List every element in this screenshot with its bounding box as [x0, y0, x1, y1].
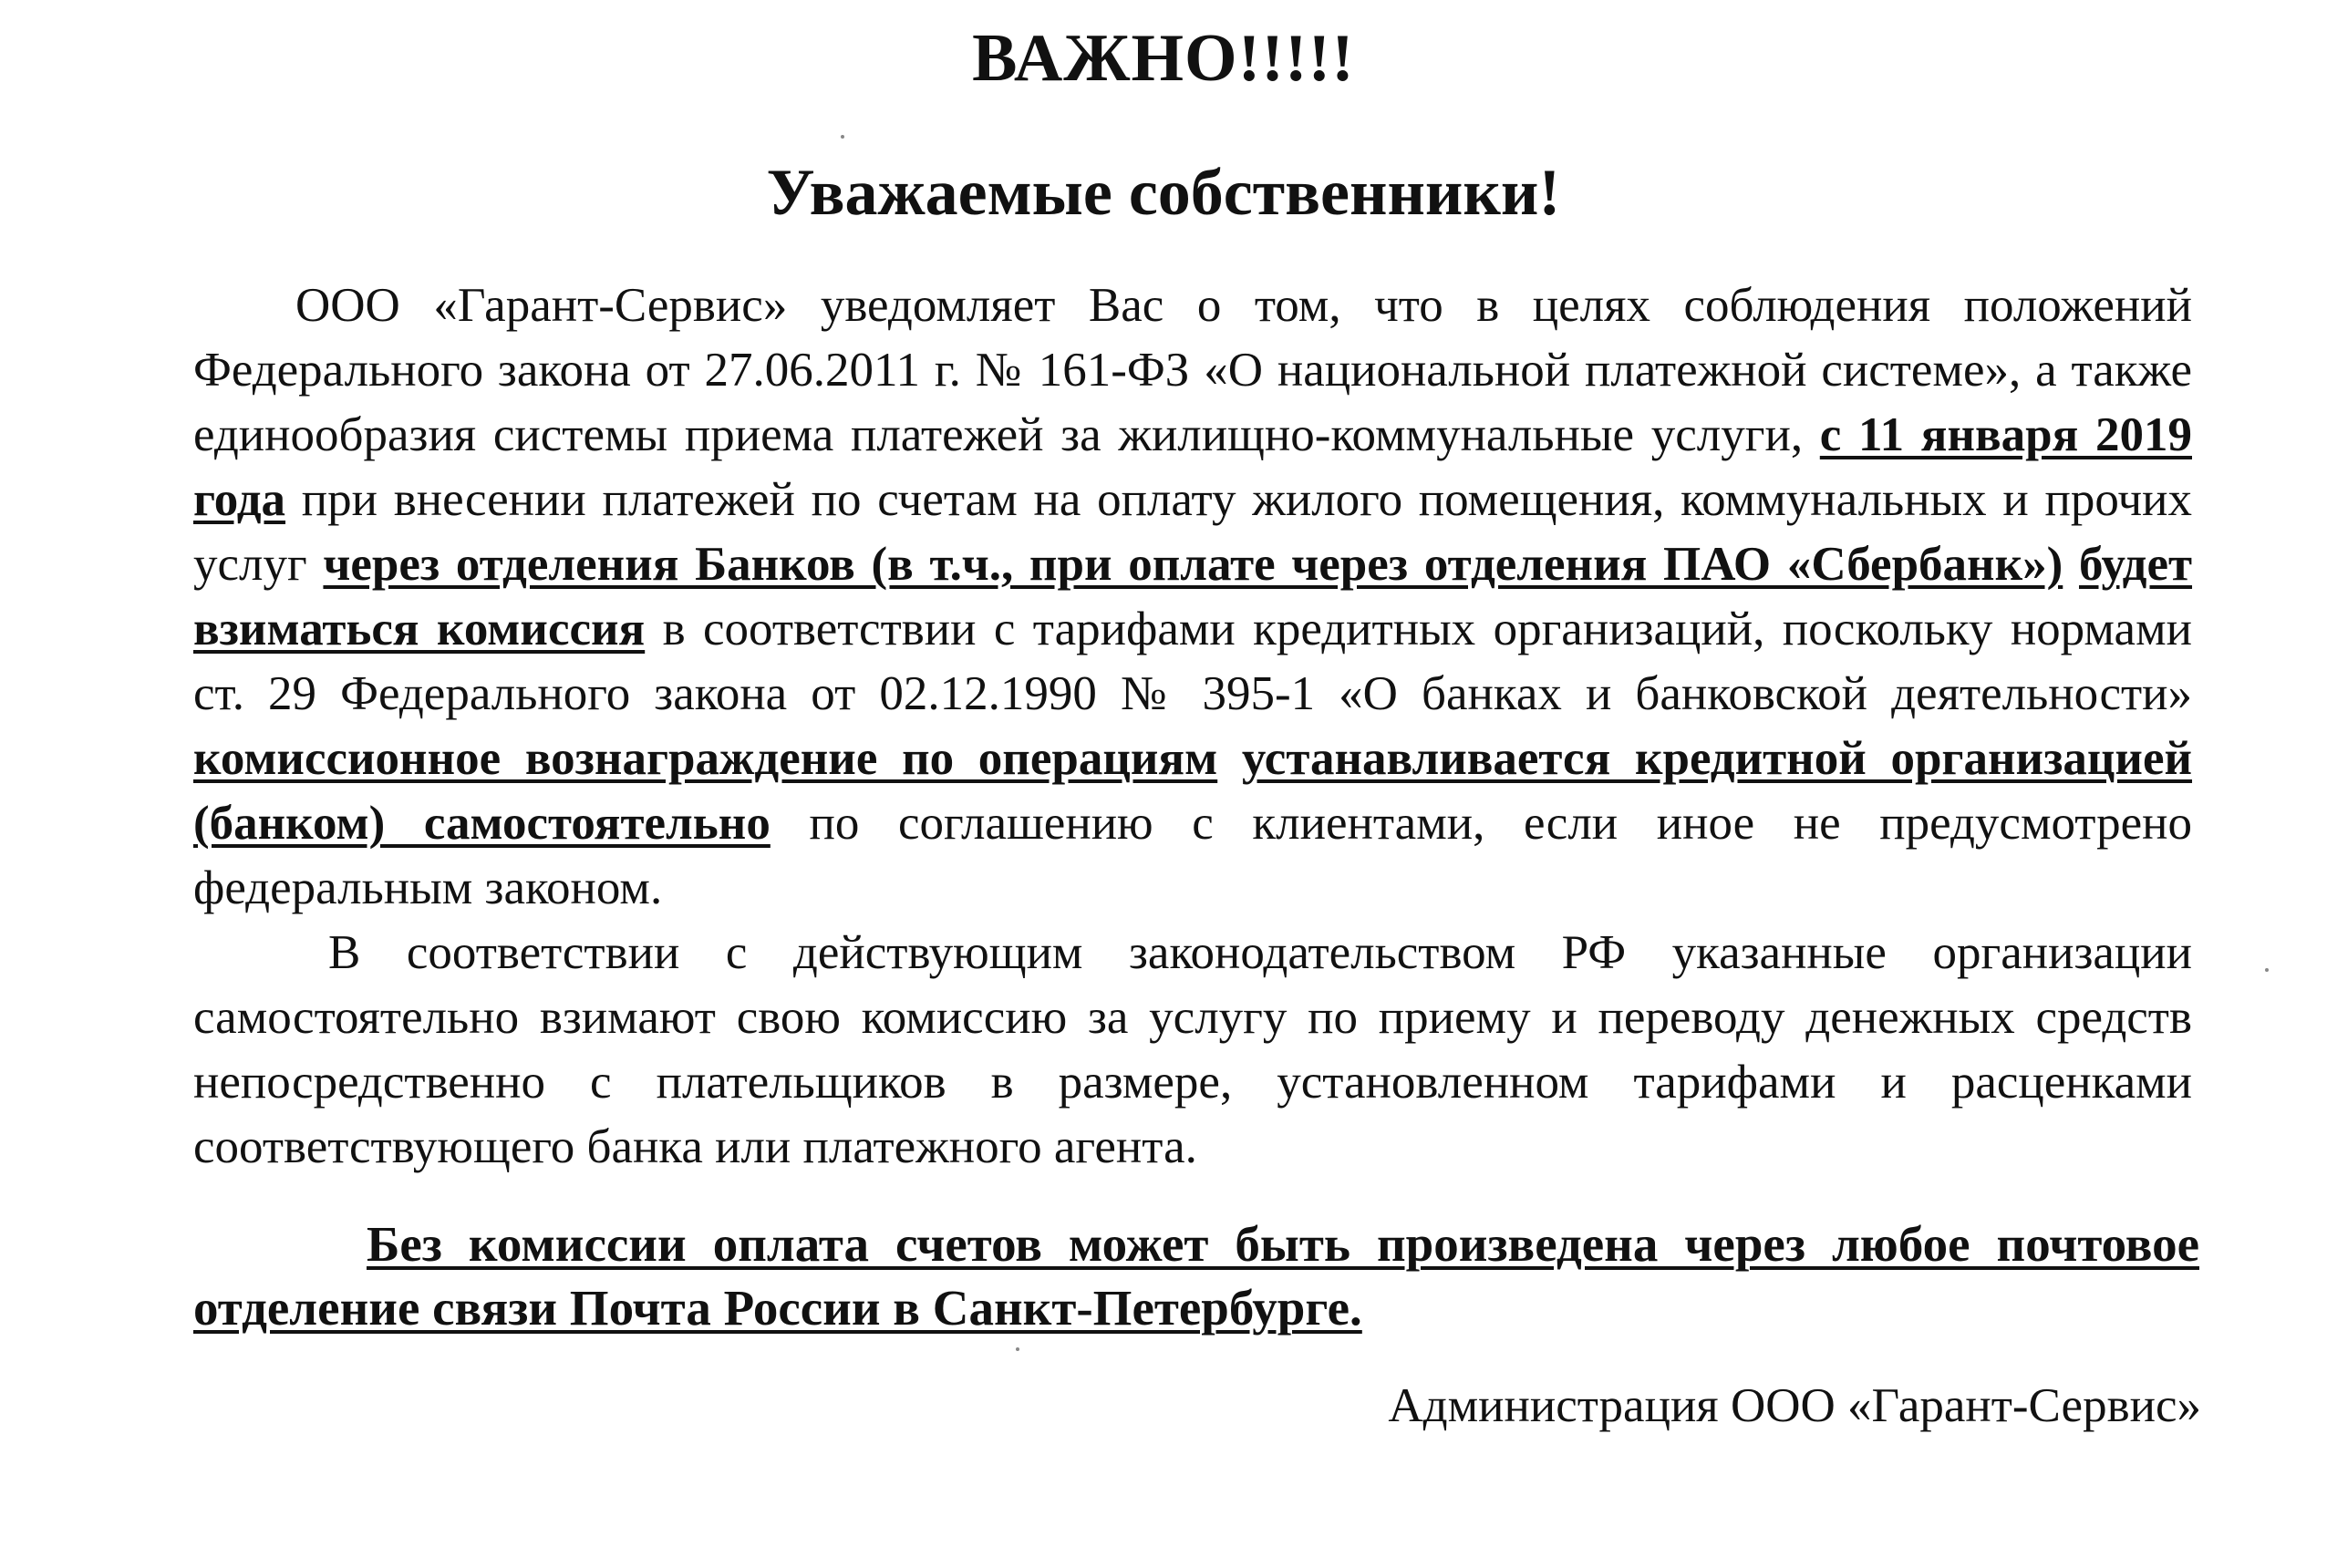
paragraph-legislation: В соответствии с действующим законодательством РФ указанные организации самостоятельно взимают свою комиссию за услугу по приему и переводу денежных средств непосредственно с плательщиков в размере, установленном тарифами и расценками соответствующего банка или платежного агента.	[193, 926, 2192, 1173]
greeting-heading: Уважаемые собственники!	[766, 156, 1561, 229]
effective-date: с 11 января 2019 года	[193, 408, 2192, 526]
paragraph1-part1: ООО «Гарант-Сервис» уведомляет Вас о том, что в целях соблюдения положений Федерального закона от 27.06.2011 г. № 161-ФЗ «О национальной платежной системе», а также единообразия системы приема платежей за жилищно-коммунальные услуги,	[193, 279, 2192, 461]
commission-emphasis: комиссионное вознаграждение по операциям	[193, 732, 1218, 785]
free-payment-note: Без комиссии оплата счетов может быть произведена через любое почтовое отделение связи Почта России в Санкт-Петербурге.	[193, 1216, 2199, 1336]
banks-emphasis: через отделения Банков (в т.ч., при оплате через отделения ПАО «Сбербанк»)	[323, 538, 2063, 591]
document-title: ВАЖНО!!!!!	[972, 21, 1355, 96]
fee-emphasis: будет взиматься комиссия	[193, 538, 2193, 655]
scan-speck	[841, 135, 844, 139]
paragraph1-part3: в соответствии с тарифами кредитных организаций, поскольку нормами ст. 29 Федерального закона от 02.12.1990 № 395-1 «О банках и банковской деятельности»	[193, 603, 2192, 720]
paragraph-fee-notice	[193, 273, 2192, 921]
notice-body	[193, 273, 2192, 1180]
signature: Администрация ООО «Гарант-Сервис»	[1388, 1379, 2201, 1432]
paragraph1-part2: при внесении платежей по счетам на оплату жилого помещения, коммунальных и прочих услуг	[193, 473, 2193, 591]
paragraph1-part4: по соглашению с клиентами, если иное не предусмотрено федеральным законом.	[193, 797, 2192, 914]
scan-speck	[1016, 1347, 1019, 1351]
scan-speck	[2265, 968, 2269, 972]
bank-sets-emphasis: устанавливается кредитной организацией (банком) самостоятельно	[193, 732, 2193, 850]
